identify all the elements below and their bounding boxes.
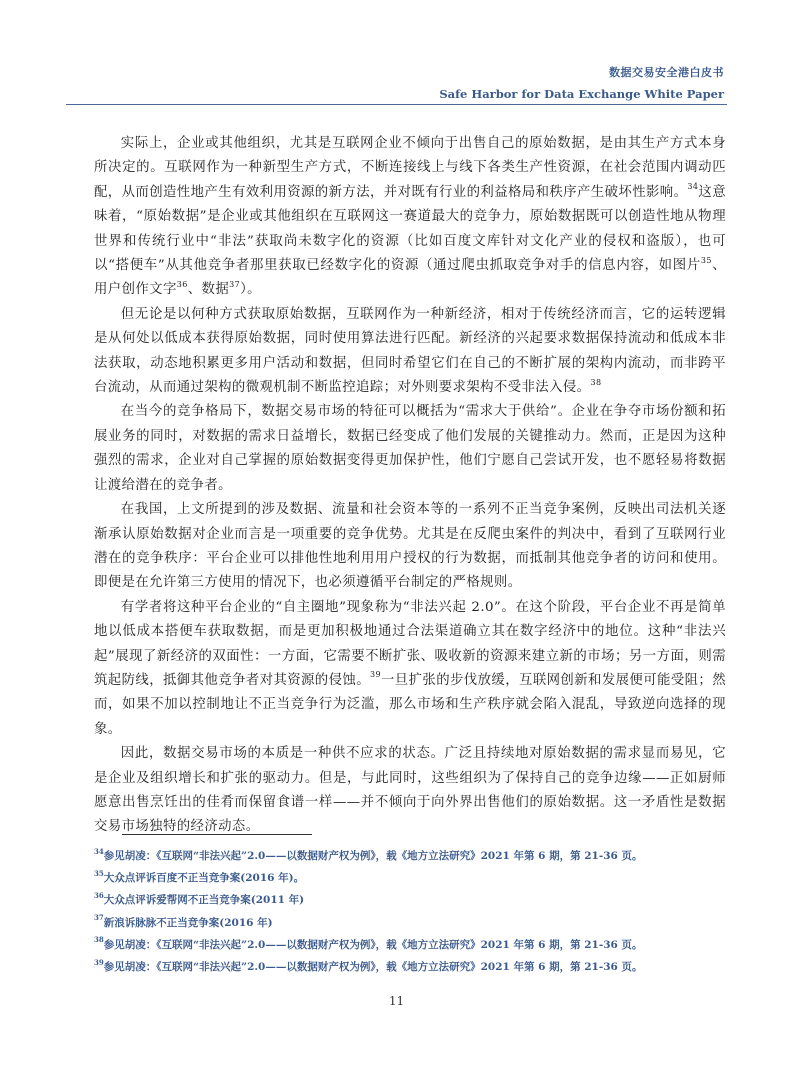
header-divider [66, 104, 727, 105]
footnote-item [94, 889, 734, 911]
footnote-ref: 34 [687, 182, 699, 192]
paragraph-text: 一旦扩张的步伐放缓，互联网创新和发展便可能受阻；然而，如果不加以控制地让不正当竞争行为泛滥，那么市场和生产秩序就会陷入混乱，导致逆向选择的现象。 [94, 672, 727, 737]
footnote-ref: 35 [700, 255, 712, 265]
footnote-number: 37 [94, 913, 104, 923]
footnote-item [94, 845, 734, 867]
body-paragraph [94, 596, 726, 742]
footnote-item [94, 956, 734, 978]
header-title-en: Safe Harbor for Data Exchange White Paper [439, 87, 724, 101]
footnote-ref: 37 [229, 279, 241, 289]
paragraph-text: 在我国，上文所提到的涉及数据、流量和社会资本等的一系列不正当竞争案例，反映出司法机关逐渐承认原始数据对企业而言是一项重要的竞争优势。尤其是在反爬虫案件的判决中，看到了互联网行业潜在的竞争秩序：平台企业可以排他性地利用用户授权的行为数据，而抵制其他竞争者的访问和使用。即便是在允许第三方使用的情况下，也必须遵循平台制定的严格规则。 [94, 502, 726, 591]
footnotes [94, 845, 734, 978]
paragraph-text: 在当今的竞争格局下，数据交易市场的特征可以概括为“需求大于供给”。企业在争夺市场份额和拓展业务的同时，对数据的需求日益增长，数据已经变成了他们发展的关键推动力。然而，正是因为这种强烈的需求，企业对自己掌握的原始数据变得更加保护性，他们宁愿自己尝试开发，也不愿轻易将数据让渡给潜在的竞争者。 [94, 404, 726, 493]
footnote-item [94, 934, 734, 956]
running-header [439, 64, 724, 101]
footnote-text: 参见胡凌：《互联网“非法兴起”2.0——以数据财产权为例》，载《地方立法研究》2021 年第 6 期，第 21-36 页。 [103, 850, 643, 862]
footnote-number: 39 [94, 957, 104, 967]
paragraph-text: 因此，数据交易市场的本质是一种供不应求的状态。广泛且持续地对原始数据的需求显而易见，它是企业及组织增长和扩张的驱动力。但是，与此同时，这些组织为了保持自己的竞争边缘——正如厨师愿意出售烹饪出的佳肴而保留食谱一样——并不倾向于向外界出售他们的原始数据。这一矛盾性是数据交易市场独特的经济动态。 [94, 746, 726, 835]
paragraph-text: 、数据 [187, 282, 230, 298]
footnote-text: 参见胡凌：《互联网“非法兴起”2.0——以数据财产权为例》，载《地方立法研究》2021 年第 6 期，第 21-36 页。 [103, 961, 643, 974]
footnote-item [94, 912, 734, 934]
footnote-text: 大众点评诉爱帮网不正当竞争案(2011 年) [103, 894, 305, 907]
footnote-ref: 39 [370, 670, 381, 680]
footnote-number: 38 [94, 935, 104, 945]
body-paragraph [94, 742, 726, 840]
footnote-item [94, 867, 734, 889]
footnote-ref: 38 [590, 377, 602, 387]
footnote-number: 36 [94, 890, 104, 900]
paragraph-text: 但无论是以何种方式获取原始数据，互联网作为一种新经济，相对于传统经济而言，它的运转逻辑是从何处以低成本获得原始数据，同时使用算法进行匹配。新经济的兴起要求数据保持流动和低成本非法获取，动态地积累更多用户活动和数据，但同时希望它们在自己的不断扩展的架构内流动，而非跨平台流动，从而通过架构的微观机制不断监控追踪；对外则要求架构不受非法入侵。 [94, 306, 726, 396]
paragraph-text: 有学者将这种平台企业的“自主圈地”现象称为“非法兴起 2.0”。在这个阶段，平台企业不再是简单地以低成本搭便车获取数据，而是更加积极地通过合法渠道确立其在数字经济中的地位。这种“非法兴起”展现了新经济的双面性：一方面，它需要不断扩张、吸收新的资源来建立新的市场；另一方面，则需筑起防线，抵御其他竞争者对其资源的侵蚀。 [94, 599, 726, 688]
paragraph-text: 实际上，企业或其他组织，尤其是互联网企业不倾向于出售自己的原始数据，是由其生产方式本身所决定的。互联网作为一种新型生产方式，不断连接线上与线下各类生产性资源，在社会范围内调动匹配，从而创造性地产生有效利用资源的新方法，并对既有行业的利益格局和秩序产生破坏性影响。 [94, 136, 726, 200]
body-paragraph [94, 400, 726, 498]
body-paragraph [94, 303, 726, 401]
paragraph-text: 这意味着，“原始数据”是企业或其他组织在互联网这一赛道最大的竞争力，原始数据既可以创造性地从物理世界和传统行业中“非法”获取尚未数字化的资源（比如百度文库针对文化产业的侵权和盗版），也可以“搭便车”从其他竞争者那里获取已经数字化的资源（通过爬虫抓取竞争对手的信息内容，如图片 [94, 184, 726, 274]
footnote-text: 大众点评诉百度不正当竞争案(2016 年)。 [103, 872, 305, 885]
paragraph-text: 、用户创作文字 [94, 258, 726, 298]
footnote-number: 34 [94, 846, 104, 856]
body-paragraph [94, 498, 726, 596]
main-text [94, 132, 726, 840]
page-number: 11 [388, 994, 405, 1008]
footnote-number: 35 [94, 868, 104, 878]
footnote-divider [122, 834, 312, 835]
footnote-text: 新浪诉脉脉不正当竞争案(2016 年) [103, 916, 273, 929]
header-title-cn: 数据交易安全港白皮书 [609, 66, 724, 79]
paragraph-text: ）。 [240, 282, 261, 298]
footnote-text: 参见胡凌：《互联网“非法兴起”2.0——以数据财产权为例》，载《地方立法研究》2021 年第 6 期，第 21-36 页。 [103, 938, 643, 951]
footnote-ref: 36 [176, 279, 188, 289]
body-paragraph [94, 132, 726, 303]
